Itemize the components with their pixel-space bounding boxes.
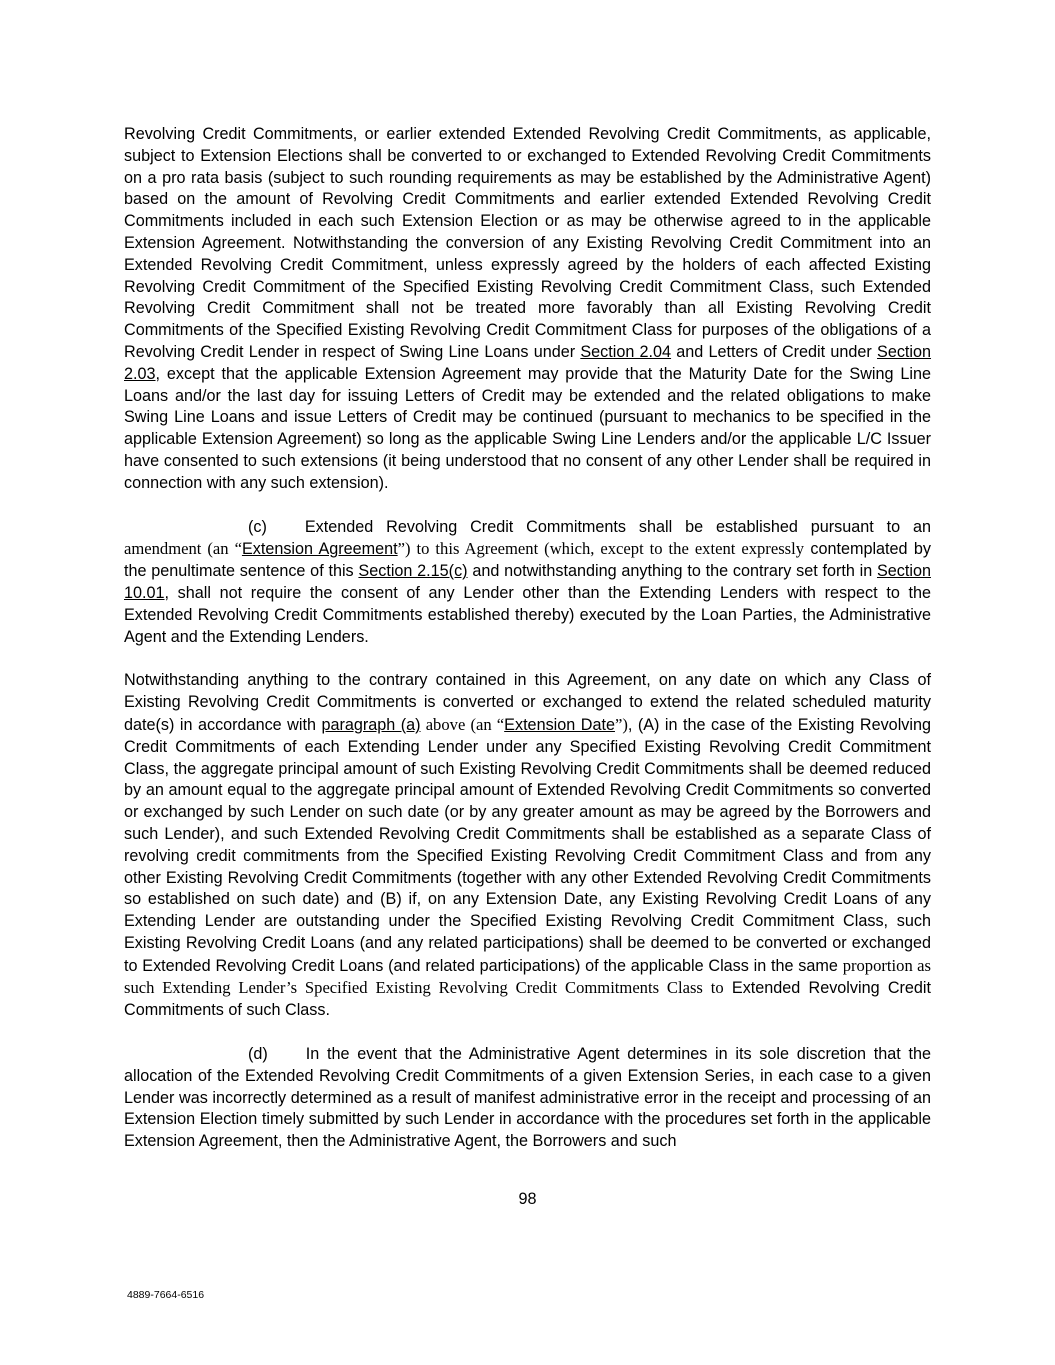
section-reference-2-03: Section 2.03 — [124, 342, 932, 383]
paragraph-text-serif: ”) — [614, 714, 628, 734]
paragraph-text: Notwithstanding anything to the contrary contained in this Agreement, on any date on which any Class of Existing Revolving Credit Commitments is converted or exchanged to extend the related scheduled maturity date(s) in accordance with — [124, 671, 931, 734]
paragraph-text: , except that the applicable Extension Agreement may provide that the Maturity Date for the Swing Line Loans and/or the last day for issuing Letters of Credit may be extended and the related obligations to make Swing Line Loans and issue Letters of Credit may be continued (pursuant to mechanics to be specified in the applicable Extension Agreement) so long as the applicable Swing Line Lenders and/or the applicable L/C Issuer have consented to such extensions (it being understood that no consent of any other Lender shall be required in connection with any such extension). — [124, 364, 931, 492]
paragraph-label: (d) — [248, 1045, 268, 1064]
paragraph-text: contemplated by the penultimate sentence of this — [124, 540, 931, 581]
paragraph-text-serif: ”) to this Agreement (which, except to the extent expressly — [397, 539, 805, 559]
defined-term-extension-agreement: Extension Agreement — [241, 540, 398, 559]
paragraph-text-serif: amendment (an “ — [124, 539, 242, 559]
paragraph-text: and Letters of Credit under — [671, 342, 878, 361]
paragraph-label: (c) — [248, 517, 267, 536]
section-reference-10-01: Section 10.01 — [124, 562, 931, 602]
body-text — [124, 124, 931, 1153]
page-number: 98 — [518, 1190, 537, 1208]
paragraph-text: , shall not require the consent of any Lender other than the Extending Lenders with respect to the Extended Revolving Credit Commitments established thereby) executed by the Loan Parties, the Administrative Agent and the Extending Lenders. — [124, 583, 931, 646]
paragraph-reference-a: paragraph (a) — [321, 715, 421, 734]
paragraph-text: Extended Revolving Credit Commitments shall be established pursuant to an — [304, 517, 931, 536]
paragraph-continuation — [124, 124, 931, 495]
section-reference-2-04: Section 2.04 — [580, 342, 672, 361]
paragraph-notwithstanding — [124, 670, 931, 1022]
paragraph-text: Revolving Credit Commitments, or earlier extended Extended Revolving Credit Commitments, as applicable, subject to Extension Elections shall be converted to or exchanged to Extended Revolving Credit Commitments on a pro rata basis (subject to such rounding requirements as may be established by the Administrative Agent) based on the amount of Revolving Credit Commitments and earlier extended Extended Revolving Credit Commitments included in each such Extension Election or as may be otherwise agreed to in the applicable Extension Agreement. Notwithstanding the conversion of any Existing Revolving Credit Commitment into an Extended Revolving Credit Commitment, unless expressly agreed by the holders of each affected Existing Revolving Credit Commitment of the Specified Existing Revolving Credit Commitment Class, such Extended Revolving Credit Commitment shall not be treated more favorably than all Existing Revolving Credit Commitments of the Specified Existing Revolving Credit Commitment Class for purposes of the obligations of a Revolving Credit Lender in respect of Swing Line Loans under — [124, 125, 931, 361]
defined-term-extension-date: Extension Date — [504, 715, 615, 734]
paragraph-d — [124, 1044, 931, 1153]
paragraph-text-serif: above (an “ — [420, 714, 505, 734]
paragraph-text: and notwithstanding anything to the contrary set forth in — [467, 562, 877, 581]
document-id: 4889-7664-6516 — [127, 1289, 205, 1301]
paragraph-text: , (A) in the case of the Existing Revolving Credit Commitments of each Extending Lender under any Specified Existing Revolving Credit Commitment Class, the aggregate principal amount of such Existing Revolving Credit Commitments shall be deemed reduced by an amount equal to the aggregate principal amount of Extended Revolving Credit Commitments so converted or exchanged by such Lender on such date (or by any greater amount as may be agreed by the Borrowers and such Lender), and such Extended Revolving Credit Commitments shall be established as a separate Class of revolving credit commitments from the Specified Existing Revolving Credit Commitment Class and from any other Existing Revolving Credit Commitments (together with any other Extended Revolving Credit Commitments so established on such date) and (B) if, on any Extension Date, any Existing Revolving Credit Loans of any Extending Lender are outstanding under the Specified Existing Revolving Credit Commitment Class, such Existing Revolving Credit Loans (and any related participations) shall be deemed to be converted or exchanged to Extended Revolving Credit Loans (and related participations) of the applicable Class in the same — [124, 715, 931, 975]
paragraph-c — [124, 517, 931, 649]
paragraph-text: In the event that the Administrative Agent determines in its sole discretion that the allocation of the Extended Revolving Credit Commitments of a given Extension Series, in each case to a given Lender was incorrectly determined as a result of manifest administrative error in the receipt and processing of an Extension Election timely submitted by such Lender in accordance with the procedures set forth in the applicable Extension Agreement, then the Administrative Agent, the Borrowers and such — [124, 1045, 931, 1151]
paragraph-text: Extended Revolving Credit Commitments of such Class. — [124, 979, 932, 1020]
paragraph-text-serif: proportion as such Extending Lender’s Specified Existing Revolving Credit Commitments Class to — [124, 955, 931, 998]
section-reference-2-15c: Section 2.15(c) — [358, 562, 468, 581]
